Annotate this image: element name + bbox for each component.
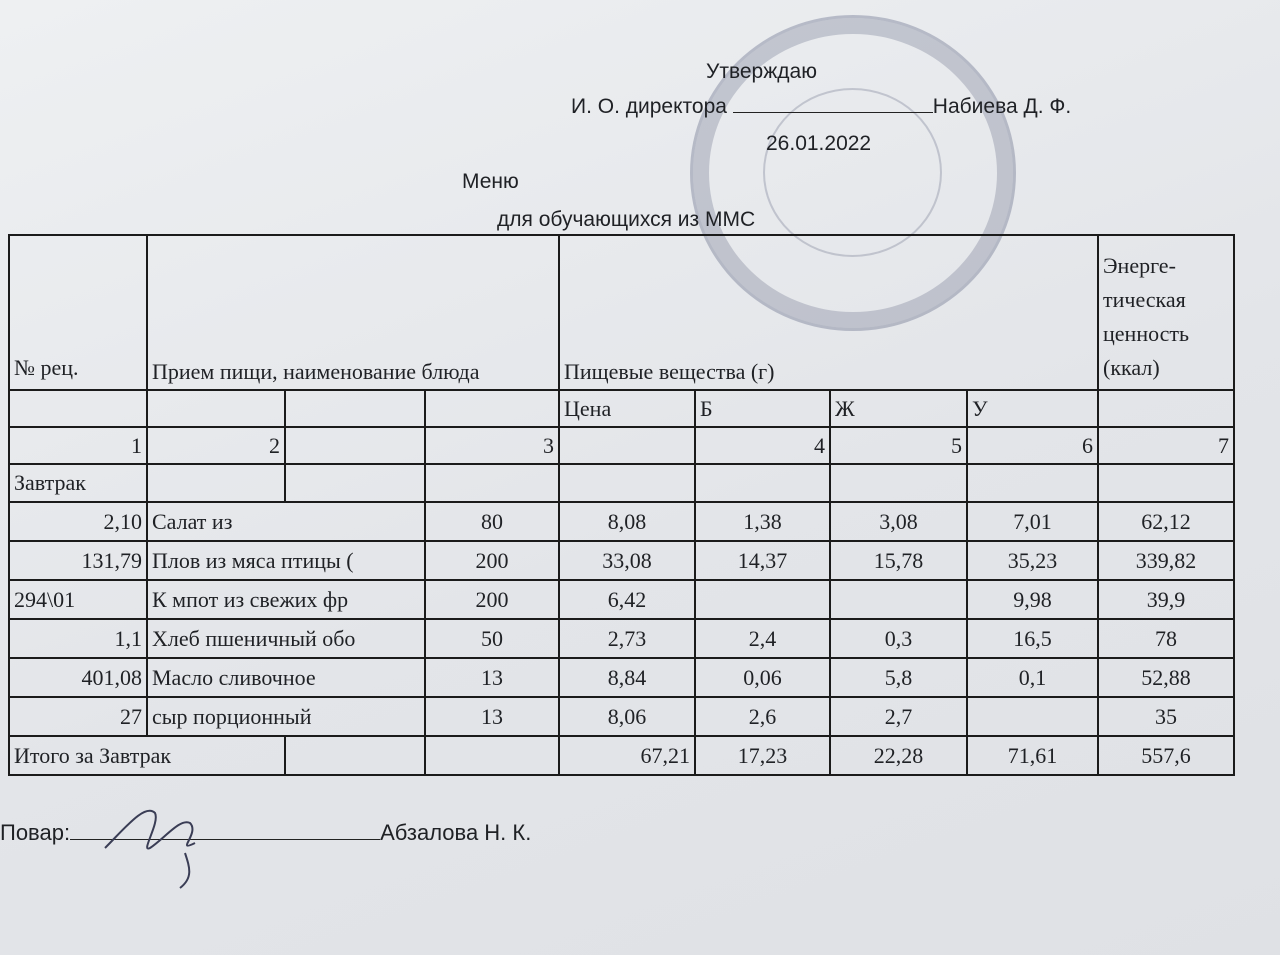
header-fat: Ж <box>830 390 967 427</box>
carb-value <box>967 697 1098 736</box>
table-row <box>9 619 1234 658</box>
column-number: 2 <box>147 427 285 464</box>
recipe-no: 1,1 <box>9 619 147 658</box>
header-carb: У <box>967 390 1098 427</box>
table-row <box>9 541 1234 580</box>
energy-value: 35 <box>1098 697 1234 736</box>
header-recipe-no: № рец. <box>9 235 147 390</box>
energy-value: 339,82 <box>1098 541 1234 580</box>
carb-value: 9,98 <box>967 580 1098 619</box>
energy-value: 52,88 <box>1098 658 1234 697</box>
carb-value: 7,01 <box>967 502 1098 541</box>
approval-date: 26.01.2022 <box>766 132 872 155</box>
menu-title: Меню <box>462 170 519 193</box>
table-row <box>9 580 1234 619</box>
recipe-no: 131,79 <box>9 541 147 580</box>
header-protein: Б <box>695 390 830 427</box>
carb-value: 16,5 <box>967 619 1098 658</box>
protein-value: 14,37 <box>695 541 830 580</box>
director-line <box>571 95 1071 119</box>
section-label: Завтрак <box>9 464 147 502</box>
fat-value <box>830 580 967 619</box>
cook-signature-line <box>0 820 531 846</box>
table-row <box>9 697 1234 736</box>
dish-name: сыр порционный <box>147 697 425 736</box>
dish-price: 6,42 <box>559 580 695 619</box>
protein-value: 0,06 <box>695 658 830 697</box>
fat-value: 5,8 <box>830 658 967 697</box>
header-price: Цена <box>559 390 695 427</box>
dish-price: 2,73 <box>559 619 695 658</box>
fat-value: 2,7 <box>830 697 967 736</box>
dish-price: 33,08 <box>559 541 695 580</box>
dish-weight: 80 <box>425 502 559 541</box>
dish-weight: 200 <box>425 541 559 580</box>
header-nutrients: Пищевые вещества (г) <box>559 235 1098 390</box>
total-carb: 71,61 <box>967 736 1098 775</box>
director-signature-line <box>733 112 933 113</box>
total-fat: 22,28 <box>830 736 967 775</box>
fat-value: 15,78 <box>830 541 967 580</box>
energy-value: 39,9 <box>1098 580 1234 619</box>
table-header-row <box>9 235 1234 390</box>
energy-value: 78 <box>1098 619 1234 658</box>
cook-name: Абзалова Н. К. <box>380 820 532 845</box>
dish-name: Хлеб пшеничный обо <box>147 619 425 658</box>
protein-value <box>695 580 830 619</box>
carb-value: 0,1 <box>967 658 1098 697</box>
column-number-row <box>9 427 1234 464</box>
dish-name: Плов из мяса птицы ( <box>147 541 425 580</box>
table-row <box>9 658 1234 697</box>
recipe-no: 2,10 <box>9 502 147 541</box>
fat-value: 3,08 <box>830 502 967 541</box>
dish-weight: 13 <box>425 658 559 697</box>
total-row <box>9 736 1234 775</box>
column-number: 3 <box>425 427 559 464</box>
fat-value: 0,3 <box>830 619 967 658</box>
column-number: 4 <box>695 427 830 464</box>
dish-name: Салат из <box>147 502 425 541</box>
column-number: 7 <box>1098 427 1234 464</box>
dish-weight: 200 <box>425 580 559 619</box>
column-number: 1 <box>9 427 147 464</box>
column-number: 5 <box>830 427 967 464</box>
dish-name: Масло сливочное <box>147 658 425 697</box>
recipe-no: 27 <box>9 697 147 736</box>
dish-weight: 13 <box>425 697 559 736</box>
dish-price: 8,84 <box>559 658 695 697</box>
menu-table <box>8 234 1235 776</box>
dish-price: 8,06 <box>559 697 695 736</box>
handwritten-signature <box>95 798 215 893</box>
total-protein: 17,23 <box>695 736 830 775</box>
section-row <box>9 464 1234 502</box>
header-dish: Прием пищи, наименование блюда <box>147 235 559 390</box>
menu-subtitle: для обучающихся из ММС <box>497 208 756 231</box>
cook-label: Повар: <box>0 820 71 845</box>
dish-weight: 50 <box>425 619 559 658</box>
carb-value: 35,23 <box>967 541 1098 580</box>
total-energy: 557,6 <box>1098 736 1234 775</box>
approval-label: Утверждаю <box>706 60 817 83</box>
total-label: Итого за Завтрак <box>9 736 285 775</box>
protein-value: 2,4 <box>695 619 830 658</box>
column-number: 6 <box>967 427 1098 464</box>
director-name: Набиева Д. Ф. <box>932 95 1072 118</box>
protein-value: 2,6 <box>695 697 830 736</box>
dish-name: К мпот из свежих фр <box>147 580 425 619</box>
total-price: 67,21 <box>559 736 695 775</box>
table-row <box>9 502 1234 541</box>
table-subheader-row <box>9 390 1234 427</box>
protein-value: 1,38 <box>695 502 830 541</box>
dish-price: 8,08 <box>559 502 695 541</box>
recipe-no: 401,08 <box>9 658 147 697</box>
director-prefix: И. О. директора <box>571 95 727 118</box>
header-energy: Энерге- тическая ценность (ккал) <box>1098 235 1234 390</box>
recipe-no: 294\01 <box>9 580 147 619</box>
energy-value: 62,12 <box>1098 502 1234 541</box>
